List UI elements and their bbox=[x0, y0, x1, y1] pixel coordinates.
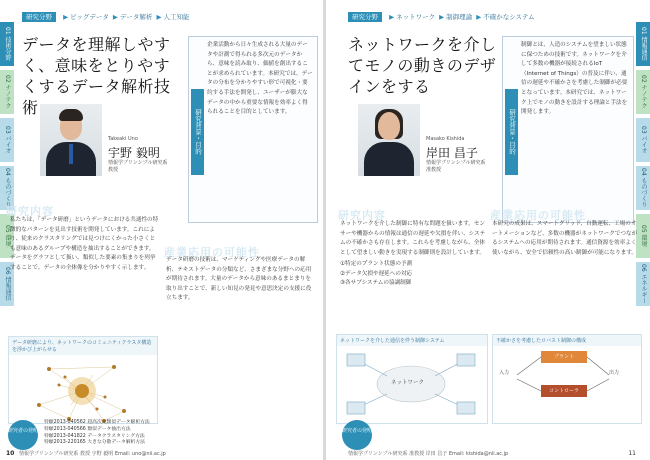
researcher-name-en: Masako Kishida bbox=[426, 136, 465, 142]
side-tab[interactable]: 01 情報通信 bbox=[636, 22, 650, 66]
side-tab[interactable]: 03 バイオ bbox=[0, 118, 14, 162]
list-item: ①特定のプラント状態の予測 bbox=[340, 261, 413, 267]
purpose-tag: 研究背景・目的 bbox=[191, 89, 204, 175]
section-heading: 産業応用の可能性 bbox=[164, 246, 260, 259]
footer-lab: 情報学プリンシプル研究系 教授 bbox=[18, 451, 91, 457]
side-tab[interactable]: 05 環境 bbox=[636, 214, 650, 258]
body-list bbox=[340, 260, 490, 289]
researcher-affiliation: 情報学プリンシプル研究系 准教授 bbox=[426, 160, 486, 173]
right-side-tabs bbox=[636, 22, 650, 310]
side-tab[interactable]: 01 技術分野 bbox=[0, 22, 14, 66]
breadcrumb-item: 不確かなシステム bbox=[483, 13, 535, 21]
email-link[interactable]: Email: kishida@nii.ac.jp bbox=[448, 451, 509, 457]
purpose-box bbox=[502, 36, 634, 223]
researcher-name: 宇野 毅明 bbox=[108, 146, 160, 160]
body-text: 本研究の成果は、スマートグリッド、自動運転、工場のオートメーションなど、多数の機器がネットワークでつながるシステムへの応用が期待されます。通信資源を効率よく使いながら、安全で信頼性の高い制御が可能になります。 bbox=[492, 221, 638, 256]
side-tab[interactable]: 02 ナノテク bbox=[0, 70, 14, 114]
page-footer bbox=[348, 450, 508, 457]
page-footer bbox=[6, 450, 166, 457]
network-control-figure bbox=[336, 334, 488, 424]
achievements-badge: 研究者の発明 bbox=[342, 420, 372, 450]
portrait-photo bbox=[358, 104, 420, 176]
breadcrumb-lead: 研究分野 bbox=[348, 12, 382, 22]
breadcrumb bbox=[22, 12, 189, 21]
section-heading: 産業応用の可能性 bbox=[490, 209, 586, 222]
control-arrows-graphic bbox=[493, 347, 641, 419]
researcher-name-en: Takeaki Uno bbox=[108, 136, 138, 142]
breadcrumb-separator-icon: ▶ bbox=[439, 13, 445, 21]
page-title: ネットワークを介してモノの動きのデザインをする bbox=[348, 35, 497, 96]
network-figure bbox=[8, 336, 158, 424]
side-tab[interactable]: 04 ものづくり bbox=[636, 166, 650, 210]
network-label: ネットワーク bbox=[391, 380, 425, 386]
achievement-item: 特願2013-041822 データクラスタリング方法 bbox=[44, 433, 145, 439]
researcher-affiliation: 情報学プリンシプル研究系 教授 bbox=[108, 160, 168, 173]
portrait-head bbox=[378, 112, 400, 140]
purpose-text: 企業活動から日々生成される大量のデータや計測で得られる多次元のデータから、意味を読み取り、価値を創出することが求められています。本研究では、データの分布を分かりやすい形で可視化・要約する手法を開発し、ユーザーが膨大なデータの中から重要な情報を効率よく得られることを目的としています。 bbox=[207, 42, 313, 116]
breadcrumb-item: ビッグデータ bbox=[70, 13, 109, 21]
figure-caption: データ研磨により、ネットワークのコミュニティクラスタ構造を浮かび上がらせる bbox=[9, 337, 157, 355]
network-cluster-graphic bbox=[9, 355, 155, 427]
purpose-tag: 研究背景・目的 bbox=[505, 89, 518, 175]
breadcrumb-separator-icon: ▶ bbox=[156, 13, 162, 21]
page-number: 11 bbox=[628, 450, 636, 457]
side-tab[interactable]: 06 情報通信 bbox=[0, 262, 14, 306]
breadcrumb-separator-icon: ▶ bbox=[389, 13, 395, 21]
researcher-name: 岸田 昌子 bbox=[426, 146, 478, 160]
breadcrumb bbox=[348, 12, 535, 21]
side-tab[interactable]: 02 ナノテク bbox=[636, 70, 650, 114]
page-title: データを理解しやすく、意味をとりやすくするデータ解析技術 bbox=[22, 35, 171, 117]
body-text: データ研磨の技術は、マーケティングや医療データの解析、テキストデータの分類など、さまざまな分野への応用が期待されます。大量のデータから意味のあるまとまりを取り出すことで、新しい知見の発見や意思決定の支援に役立ちます。 bbox=[166, 257, 312, 301]
input-label: 入力 bbox=[499, 370, 510, 376]
controller-block: コントローラ bbox=[541, 385, 587, 397]
page-number: 10 bbox=[6, 450, 15, 457]
body-text: 私たちは、「データ研磨」というデータにおける共通性の特徴的なパターンを見出す技術を開発しています。これにより、従来のクラスタリングでは見つけにくかった小さくとも意味のあるグループや構造を抽出することができます。データをグラフとして扱い、類似した要素の集まりを列挙することで、データの全体像を分かりやすく示します。 bbox=[10, 217, 159, 271]
portrait-tie bbox=[69, 144, 73, 164]
achievements-badge: 研究者の発明 bbox=[8, 420, 38, 450]
portrait-hair bbox=[59, 109, 83, 121]
purpose-box bbox=[188, 36, 318, 223]
achievement-item: 特願2013-040562 超高次元類似データ解析方法 bbox=[44, 420, 150, 425]
breadcrumb-item: 人工知能 bbox=[163, 13, 190, 21]
control-block-figure bbox=[492, 334, 642, 424]
list-item: ③各サブシステムの協調制御 bbox=[340, 280, 412, 286]
section-heading: 研究内容 bbox=[338, 209, 386, 222]
right-page bbox=[326, 0, 650, 460]
footer-name: 岸田 昌子 bbox=[425, 451, 448, 457]
breadcrumb-item: ネットワーク bbox=[396, 13, 436, 21]
achievements-list bbox=[44, 420, 312, 447]
breadcrumb-item: データ解析 bbox=[119, 13, 153, 21]
footer-name: 宇野 毅明 bbox=[91, 451, 114, 457]
section-heading: 研究内容 bbox=[6, 205, 54, 218]
plant-block: プラント bbox=[541, 351, 587, 363]
side-tab[interactable]: 06 エネルギー bbox=[636, 262, 650, 306]
side-tab[interactable]: 04 ものづくり bbox=[0, 166, 14, 210]
body-text bbox=[340, 220, 490, 289]
breadcrumb-separator-icon: ▶ bbox=[476, 13, 482, 21]
figure-caption: ネットワークを介した通信を伴う制御システム bbox=[337, 335, 487, 346]
left-page bbox=[0, 0, 324, 460]
side-tab[interactable]: 05 環境 bbox=[0, 214, 14, 258]
side-tab[interactable]: 03 バイオ bbox=[636, 118, 650, 162]
figure-caption: 不確かさを考慮したロバスト制御の構成 bbox=[493, 335, 641, 346]
breadcrumb-separator-icon: ▶ bbox=[112, 13, 118, 21]
portrait-photo bbox=[40, 104, 102, 176]
breadcrumb-separator-icon: ▶ bbox=[63, 13, 69, 21]
body-paragraph: ネットワークを介した制御に特有な問題を扱います。センサーや機器からの情報は通信の遅延や欠損を伴い、システムの不確かさも存在します。これらを考慮しながら、全体として望ましい動きを実現する制御則を設計しています。 bbox=[340, 221, 486, 256]
breadcrumb-item: 制御理論 bbox=[446, 13, 473, 21]
output-label: 出力 bbox=[609, 370, 620, 376]
email-link[interactable]: Email: uno@nii.ac.jp bbox=[114, 451, 166, 457]
breadcrumb-lead: 研究分野 bbox=[22, 12, 56, 22]
portrait-body bbox=[364, 142, 414, 176]
footer-lab: 情報学プリンシプル研究系 准教授 bbox=[348, 451, 425, 457]
list-item: ②データ欠損や遅延への対応 bbox=[340, 270, 413, 277]
achievement-item: 特願2013-220165 大きな分散データ解析方法 bbox=[44, 440, 145, 446]
achievement-item: 特願2013-040566 類似データ抽出方法 bbox=[44, 426, 131, 432]
purpose-text: 制御とは、人造のシステムを望ましい状態に保つための技術です。ネットワークを介して多数の機器が接続されるIoT（Internet of Things）の普及に伴い、通信の遅延や不確かさを考慮した制御が必要となっています。本研究では、ネットワーク上でモノの動きを設計する理論と手法を開発します。 bbox=[521, 42, 628, 116]
